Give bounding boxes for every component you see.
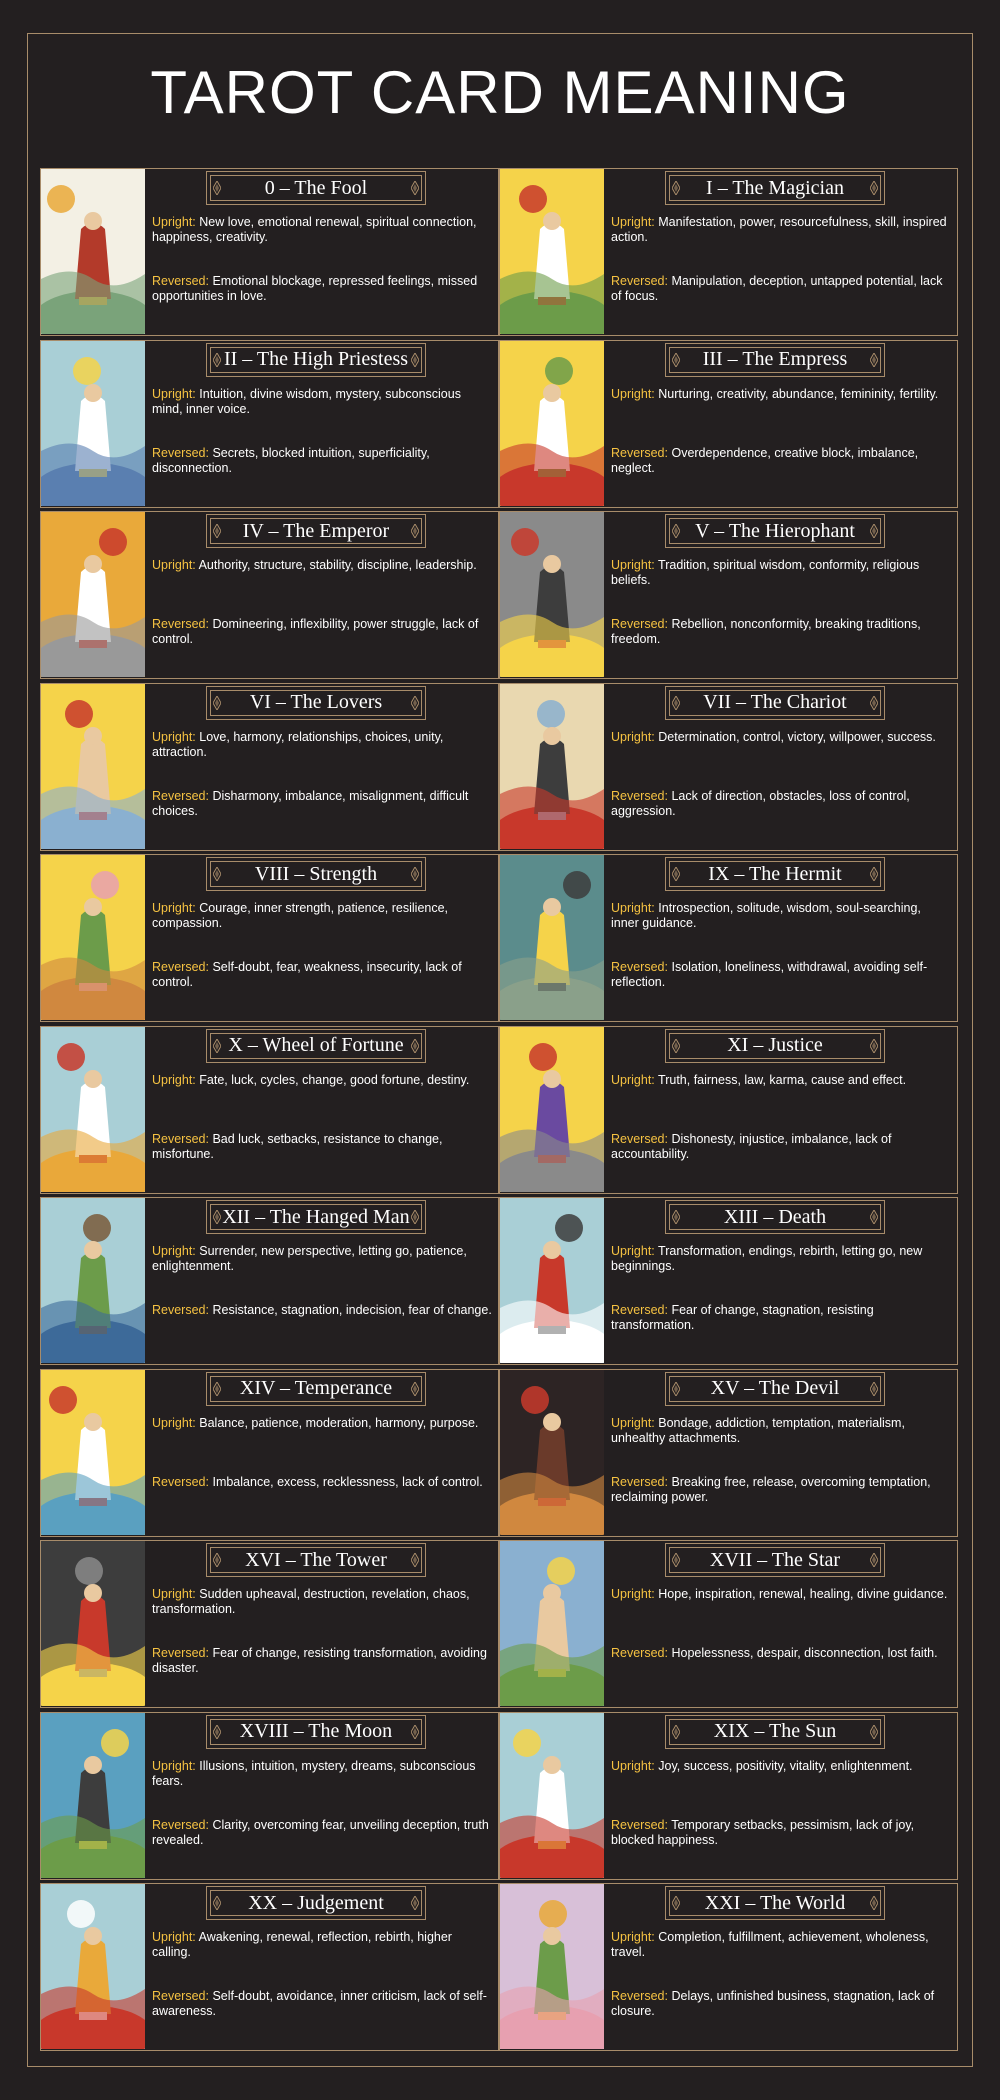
upright-label: Upright: (152, 215, 196, 229)
reversed-text: Delays, unfinished business, stagnation, lack of closure. (611, 1989, 935, 2018)
upright-text: Determination, control, victory, willpower, success. (658, 729, 936, 744)
card-name-plate (206, 1200, 426, 1234)
reversed-meaning (611, 1132, 951, 1162)
card-name-plate (206, 1715, 426, 1749)
diamond-ornament-icon (870, 353, 878, 367)
diamond-ornament-icon (870, 1382, 878, 1396)
upright-label: Upright: (611, 215, 655, 229)
diamond-ornament-icon (672, 1553, 680, 1567)
card-name-plate (665, 171, 885, 205)
upright-label: Upright: (611, 1244, 655, 1258)
diamond-ornament-icon (870, 1553, 878, 1567)
tarot-card (499, 511, 958, 679)
tarot-card (499, 854, 958, 1022)
upright-text: Illusions, intuition, mystery, dreams, subconscious fears. (152, 1758, 476, 1788)
card-name-plate (665, 1886, 885, 1920)
card-name-plate (206, 171, 426, 205)
diamond-ornament-icon (411, 867, 419, 881)
reversed-text: Breaking free, release, overcoming temptation, reclaiming power. (611, 1474, 931, 1504)
diamond-ornament-icon (672, 1382, 680, 1396)
card-name: I – The Magician (706, 176, 844, 199)
card-name-plate (206, 1886, 426, 1920)
diamond-ornament-icon (213, 696, 221, 710)
upright-label: Upright: (152, 1587, 196, 1601)
card-name: XIV – Temperance (239, 1377, 393, 1399)
reversed-label: Reversed: (611, 1989, 668, 2003)
reversed-meaning (152, 1818, 492, 1848)
upright-label: Upright: (611, 1072, 655, 1087)
diamond-ornament-icon (411, 1896, 419, 1910)
reversed-label: Reversed: (611, 1131, 668, 1146)
tarot-card (40, 854, 499, 1022)
reversed-meaning (611, 1475, 951, 1505)
upright-meaning (152, 901, 492, 931)
reversed-text: Self-doubt, fear, weakness, insecurity, lack of control. (152, 960, 462, 989)
upright-meaning (611, 387, 951, 402)
upright-text: Intuition, divine wisdom, mystery, subconscious mind, inner voice. (152, 386, 461, 416)
reversed-text: Hopelessness, despair, disconnection, lost faith. (671, 1646, 938, 1660)
upright-meaning (152, 1759, 492, 1789)
reversed-meaning (611, 1989, 951, 2019)
upright-meaning (611, 901, 951, 931)
justice-illustration (500, 1027, 604, 1192)
diamond-ornament-icon (213, 1382, 221, 1396)
reversed-text: Isolation, loneliness, withdrawal, avoiding self-reflection. (611, 960, 928, 989)
card-name-plate (206, 1372, 426, 1406)
card-name-plate (665, 1715, 885, 1749)
diamond-ornament-icon (411, 1382, 419, 1396)
sun-illustration (500, 1713, 604, 1878)
reversed-text: Lack of direction, obstacles, loss of control, aggression. (611, 788, 910, 818)
tarot-card (40, 340, 499, 508)
card-name: II – The High Priestess (223, 348, 409, 370)
upright-meaning (152, 1073, 492, 1088)
upright-text: Bondage, addiction, temptation, materialism, unhealthy attachments. (611, 1415, 905, 1445)
upright-text: New love, emotional renewal, spiritual connection, happiness, creativity. (152, 215, 477, 244)
star-illustration (500, 1541, 604, 1706)
card-name-plate (206, 686, 426, 720)
card-name: IX – The Hermit (708, 862, 842, 885)
upright-meaning (611, 730, 951, 745)
tarot-card (499, 1883, 958, 2051)
world-illustration (500, 1884, 604, 2049)
diamond-ornament-icon (672, 1210, 680, 1224)
upright-label: Upright: (152, 1930, 196, 1944)
reversed-text: Overdependence, creative block, imbalance, neglect. (611, 445, 919, 475)
card-name: XXI – The World (704, 1891, 846, 1914)
card-name: VII – The Chariot (703, 691, 847, 713)
upright-text: Introspection, solitude, wisdom, soul-searching, inner guidance. (611, 901, 921, 930)
reversed-label: Reversed: (152, 1474, 209, 1489)
tarot-card (499, 1197, 958, 1365)
reversed-label: Reversed: (152, 1817, 209, 1832)
upright-text: Authority, structure, stability, discipline, leadership. (198, 558, 477, 572)
tarot-card (40, 168, 499, 336)
card-name-plate (206, 343, 426, 377)
upright-text: Truth, fairness, law, karma, cause and effect. (658, 1072, 907, 1087)
reversed-label: Reversed: (152, 617, 209, 631)
upright-text: Completion, fulfillment, achievement, wholeness, travel. (611, 1930, 929, 1959)
reversed-label: Reversed: (611, 960, 668, 974)
card-name: VI – The Lovers (249, 691, 383, 713)
diamond-ornament-icon (672, 1725, 680, 1739)
diamond-ornament-icon (870, 1725, 878, 1739)
diamond-ornament-icon (213, 1896, 221, 1910)
card-name-plate (665, 857, 885, 891)
upright-label: Upright: (611, 558, 655, 572)
card-name-plate (206, 857, 426, 891)
card-name-plate (665, 514, 885, 548)
upright-label: Upright: (152, 386, 196, 401)
card-name-plate (665, 1372, 885, 1406)
reversed-text: Bad luck, setbacks, resistance to change, misfortune. (152, 1131, 443, 1161)
upright-label: Upright: (611, 1930, 655, 1944)
tarot-card (499, 1712, 958, 1880)
diamond-ornament-icon (870, 1896, 878, 1910)
reversed-label: Reversed: (611, 445, 668, 460)
diamond-ornament-icon (672, 524, 680, 538)
diamond-ornament-icon (672, 1039, 680, 1053)
reversed-text: Resistance, stagnation, indecision, fear of change. (212, 1303, 492, 1317)
reversed-meaning (152, 1132, 492, 1162)
reversed-label: Reversed: (152, 1646, 209, 1660)
upright-label: Upright: (152, 1244, 196, 1258)
reversed-meaning (611, 1303, 951, 1333)
upright-meaning (152, 558, 492, 573)
card-name: XI – Justice (727, 1034, 823, 1056)
tarot-card (499, 1026, 958, 1194)
upright-meaning (611, 1930, 951, 1960)
upright-meaning (611, 558, 951, 588)
upright-label: Upright: (152, 901, 196, 915)
upright-text: Courage, inner strength, patience, resilience, compassion. (152, 901, 449, 930)
diamond-ornament-icon (870, 524, 878, 538)
upright-text: Surrender, new perspective, letting go, patience, enlightenment. (152, 1244, 467, 1273)
reversed-meaning (152, 1475, 492, 1490)
card-name: X – Wheel of Fortune (228, 1034, 404, 1056)
card-name-plate (665, 1200, 885, 1234)
upright-meaning (152, 387, 492, 417)
reversed-meaning (152, 446, 492, 476)
reversed-label: Reversed: (611, 1817, 668, 1832)
diamond-ornament-icon (213, 353, 221, 367)
card-name: XV – The Devil (710, 1377, 840, 1399)
reversed-meaning (611, 446, 951, 476)
reversed-meaning (152, 789, 492, 819)
upright-text: Transformation, endings, rebirth, letting go, new beginnings. (611, 1244, 923, 1273)
card-name: XVIII – The Moon (239, 1720, 393, 1742)
tarot-card (40, 1712, 499, 1880)
tarot-card (499, 683, 958, 851)
emperor-illustration (41, 512, 145, 677)
reversed-text: Fear of change, resisting transformation, avoiding disaster. (152, 1646, 487, 1675)
temperance-illustration (41, 1370, 145, 1535)
reversed-meaning (152, 1989, 492, 2019)
reversed-label: Reversed: (152, 1131, 209, 1146)
card-name-plate (206, 1543, 426, 1577)
diamond-ornament-icon (411, 353, 419, 367)
upright-text: Love, harmony, relationships, choices, unity, attraction. (152, 729, 444, 759)
upright-meaning (611, 1416, 951, 1446)
reversed-label: Reversed: (152, 788, 209, 803)
reversed-text: Secrets, blocked intuition, superficiality, disconnection. (152, 445, 430, 475)
card-name: XIX – The Sun (713, 1720, 837, 1742)
diamond-ornament-icon (411, 1725, 419, 1739)
diamond-ornament-icon (213, 867, 221, 881)
hanged-man-illustration (41, 1198, 145, 1363)
card-name: XIII – Death (723, 1205, 827, 1228)
upright-text: Balance, patience, moderation, harmony, purpose. (199, 1415, 479, 1430)
upright-meaning (152, 1416, 492, 1431)
high-priestess-illustration (41, 341, 145, 506)
strength-illustration (41, 855, 145, 1020)
upright-text: Nurturing, creativity, abundance, femininity, fertility. (658, 386, 939, 401)
reversed-meaning (611, 1818, 951, 1848)
upright-meaning (611, 215, 951, 245)
upright-text: Sudden upheaval, destruction, revelation, chaos, transformation. (152, 1587, 470, 1616)
reversed-meaning (152, 617, 492, 647)
lovers-illustration (41, 684, 145, 849)
card-name: IV – The Emperor (242, 519, 390, 542)
reversed-meaning (152, 1646, 492, 1676)
reversed-text: Manipulation, deception, untapped potential, lack of focus. (611, 274, 943, 303)
card-name: XVI – The Tower (245, 1548, 387, 1571)
upright-text: Awakening, renewal, reflection, rebirth, higher calling. (152, 1930, 452, 1959)
reversed-text: Fear of change, stagnation, resisting transformation. (611, 1303, 874, 1332)
upright-label: Upright: (152, 1415, 196, 1430)
hermit-illustration (500, 855, 604, 1020)
reversed-text: Rebellion, nonconformity, breaking traditions, freedom. (611, 617, 921, 646)
reversed-meaning (152, 1303, 492, 1318)
empress-illustration (500, 341, 604, 506)
tower-illustration (41, 1541, 145, 1706)
reversed-meaning (611, 960, 951, 990)
upright-text: Hope, inspiration, renewal, healing, divine guidance. (658, 1587, 948, 1601)
upright-label: Upright: (611, 1587, 655, 1601)
diamond-ornament-icon (870, 696, 878, 710)
diamond-ornament-icon (213, 1210, 221, 1224)
upright-meaning (152, 1587, 492, 1617)
tarot-card (40, 1197, 499, 1365)
upright-meaning (152, 215, 492, 245)
upright-meaning (152, 1244, 492, 1274)
upright-text: Tradition, spiritual wisdom, conformity, religious beliefs. (611, 558, 920, 587)
upright-label: Upright: (611, 1415, 655, 1430)
card-name: V – The Hierophant (695, 519, 855, 542)
upright-meaning (152, 1930, 492, 1960)
diamond-ornament-icon (672, 1896, 680, 1910)
reversed-label: Reversed: (152, 274, 209, 288)
upright-label: Upright: (152, 729, 196, 744)
diamond-ornament-icon (672, 353, 680, 367)
diamond-ornament-icon (411, 181, 419, 195)
magician-illustration (500, 169, 604, 334)
upright-meaning (611, 1587, 951, 1602)
diamond-ornament-icon (213, 524, 221, 538)
diamond-ornament-icon (411, 1210, 419, 1224)
upright-meaning (152, 730, 492, 760)
devil-illustration (500, 1370, 604, 1535)
upright-meaning (611, 1244, 951, 1274)
upright-label: Upright: (611, 1758, 655, 1773)
diamond-ornament-icon (870, 181, 878, 195)
reversed-text: Self-doubt, avoidance, inner criticism, lack of self-awareness. (152, 1989, 487, 2018)
diamond-ornament-icon (672, 696, 680, 710)
tarot-card (499, 340, 958, 508)
reversed-label: Reversed: (611, 274, 668, 288)
diamond-ornament-icon (672, 867, 680, 881)
diamond-ornament-icon (672, 181, 680, 195)
diamond-ornament-icon (411, 1039, 419, 1053)
reversed-label: Reversed: (611, 617, 668, 631)
reversed-text: Dishonesty, injustice, imbalance, lack of accountability. (611, 1131, 892, 1161)
upright-label: Upright: (611, 386, 655, 401)
reversed-label: Reversed: (611, 788, 668, 803)
diamond-ornament-icon (870, 1039, 878, 1053)
page-title: TAROT CARD MEANING (150, 59, 850, 126)
card-name: 0 – The Fool (264, 176, 368, 199)
upright-label: Upright: (152, 1758, 196, 1773)
upright-meaning (611, 1759, 951, 1774)
diamond-ornament-icon (213, 1039, 221, 1053)
card-name-plate (665, 686, 885, 720)
diamond-ornament-icon (213, 1725, 221, 1739)
diamond-ornament-icon (411, 524, 419, 538)
tarot-card (499, 1540, 958, 1708)
upright-label: Upright: (152, 558, 196, 572)
card-name-plate (206, 514, 426, 548)
fool-illustration (41, 169, 145, 334)
diamond-ornament-icon (870, 867, 878, 881)
diamond-ornament-icon (870, 1210, 878, 1224)
upright-meaning (611, 1073, 951, 1088)
card-name: XX – Judgement (248, 1891, 384, 1914)
death-illustration (500, 1198, 604, 1363)
reversed-meaning (611, 789, 951, 819)
reversed-label: Reversed: (152, 445, 209, 460)
card-name-plate (206, 1029, 426, 1063)
tarot-card (499, 168, 958, 336)
upright-text: Manifestation, power, resourcefulness, skill, inspired action. (611, 215, 947, 244)
reversed-meaning (611, 617, 951, 647)
upright-label: Upright: (611, 901, 655, 915)
upright-text: Joy, success, positivity, vitality, enlightenment. (658, 1758, 913, 1773)
reversed-label: Reversed: (611, 1646, 668, 1660)
tarot-card (40, 683, 499, 851)
moon-illustration (41, 1713, 145, 1878)
diamond-ornament-icon (411, 1553, 419, 1567)
reversed-meaning (611, 274, 951, 304)
tarot-card (40, 511, 499, 679)
card-name: VIII – Strength (254, 862, 378, 885)
card-name: XII – The Hanged Man (222, 1205, 410, 1228)
card-name-plate (665, 343, 885, 377)
reversed-label: Reversed: (152, 960, 209, 974)
hierophant-illustration (500, 512, 604, 677)
reversed-text: Emotional blockage, repressed feelings, missed opportunities in love. (152, 274, 478, 303)
reversed-meaning (152, 960, 492, 990)
reversed-text: Temporary setbacks, pessimism, lack of joy, blocked happiness. (611, 1817, 915, 1847)
card-name: XVII – The Star (709, 1548, 841, 1571)
reversed-text: Clarity, overcoming fear, unveiling deception, truth revealed. (152, 1817, 489, 1847)
reversed-text: Disharmony, imbalance, misalignment, difficult choices. (152, 788, 469, 818)
reversed-label: Reversed: (152, 1989, 209, 2003)
card-name-plate (665, 1029, 885, 1063)
diamond-ornament-icon (411, 696, 419, 710)
reversed-label: Reversed: (611, 1474, 668, 1489)
chariot-illustration (500, 684, 604, 849)
reversed-meaning (611, 1646, 951, 1661)
tarot-card (40, 1883, 499, 2051)
upright-text: Fate, luck, cycles, change, good fortune, destiny. (199, 1072, 470, 1087)
reversed-meaning (152, 274, 492, 304)
card-name: III – The Empress (702, 348, 848, 370)
card-name-plate (665, 1543, 885, 1577)
upright-label: Upright: (152, 1072, 196, 1087)
tarot-card (40, 1026, 499, 1194)
tarot-card (499, 1369, 958, 1537)
reversed-label: Reversed: (152, 1303, 209, 1317)
reversed-text: Imbalance, excess, recklessness, lack of control. (212, 1474, 483, 1489)
upright-label: Upright: (611, 729, 655, 744)
reversed-text: Domineering, inflexibility, power struggle, lack of control. (152, 617, 479, 646)
judgement-illustration (41, 1884, 145, 2049)
diamond-ornament-icon (213, 1553, 221, 1567)
diamond-ornament-icon (213, 181, 221, 195)
tarot-card (40, 1369, 499, 1537)
wheel-of-fortune-illustration (41, 1027, 145, 1192)
reversed-label: Reversed: (611, 1303, 668, 1317)
tarot-card (40, 1540, 499, 1708)
